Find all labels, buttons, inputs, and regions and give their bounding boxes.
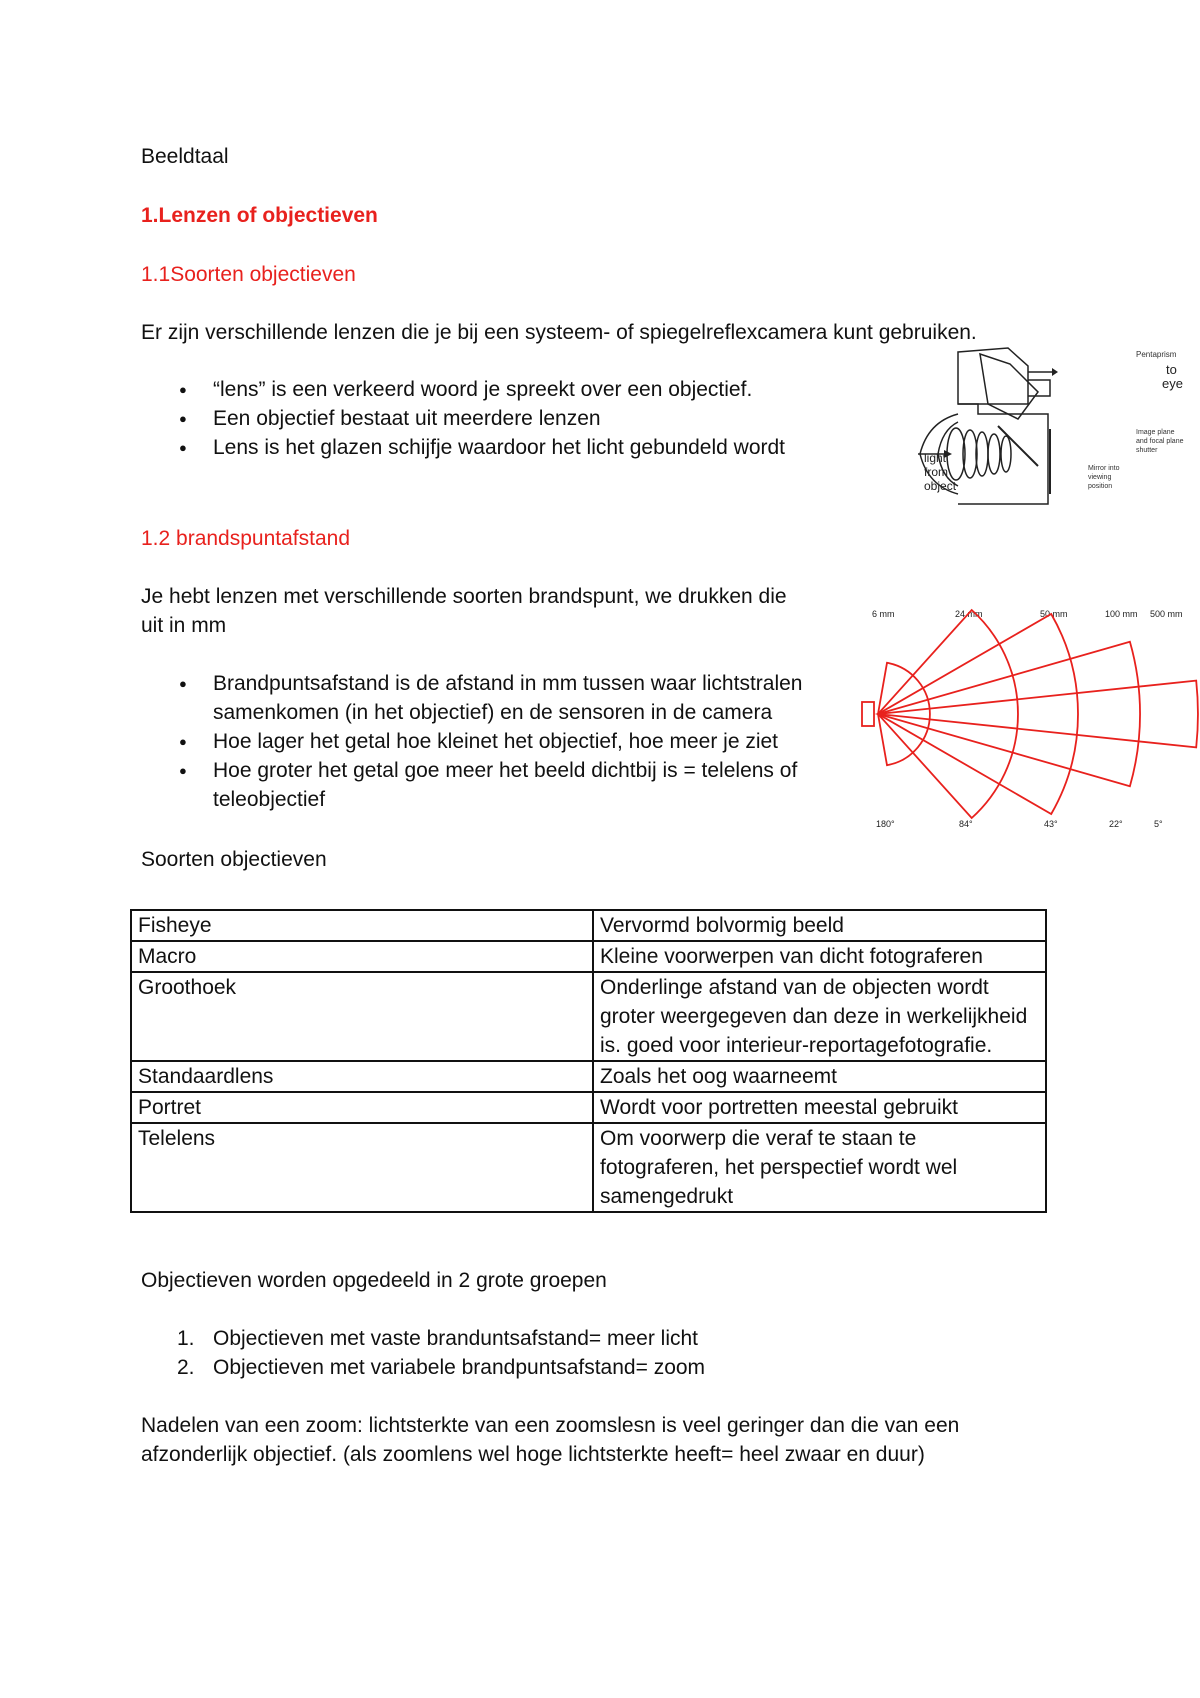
sensor-box <box>862 702 874 726</box>
list-item: ● Hoe lager het getal hoe kleinet het objectief, hoe meer je ziet <box>141 727 841 756</box>
zoom-drawbacks-line1: Nadelen van een zoom: lichtsterkte van een zoomslesn is veel geringer dan die van een <box>141 1414 960 1437</box>
lens-element <box>988 434 1000 474</box>
table-cell-description: Kleine voorwerpen van dicht fotograferen <box>593 941 1046 972</box>
table-cell-type: Groothoek <box>131 972 593 1061</box>
angle-label: 84° <box>959 819 973 829</box>
focal-length-label: 500 mm <box>1150 609 1183 619</box>
table-cell-type: Macro <box>131 941 593 972</box>
label-mirror-position: position <box>1088 483 1113 490</box>
list-item <box>141 1353 705 1382</box>
reflex-mirror <box>998 426 1038 466</box>
table-row <box>131 1061 1046 1092</box>
table-cell-type: Fisheye <box>131 910 593 941</box>
table-row <box>131 1123 1046 1212</box>
table-cell-type: Telelens <box>131 1123 593 1212</box>
camera-cross-section-figure <box>898 344 1200 524</box>
lens-element <box>1001 436 1011 472</box>
bullet-list-lens <box>141 375 901 462</box>
focal-length-label: 24 mm <box>955 609 983 619</box>
field-of-view-wedge <box>878 610 1018 818</box>
table-cell-description: Zoals het oog waarneemt <box>593 1061 1046 1092</box>
focal-paragraph-line2: uit in mm <box>141 614 227 637</box>
table-row <box>131 1092 1046 1123</box>
label-eye: eye <box>1162 376 1183 391</box>
table-cell-description: Vervormd bolvormig beeld <box>593 910 1046 941</box>
groups-intro: Objectieven worden opgedeeld in 2 grote groepen <box>141 1269 607 1292</box>
list-text: Objectieven met vaste branduntsafstand= meer licht <box>213 1327 699 1350</box>
list-number: 1. <box>177 1327 195 1350</box>
heading-brandpuntafstand: 1.2 brandspuntafstand <box>141 527 350 550</box>
angle-label: 22° <box>1109 819 1123 829</box>
label-object: object <box>924 479 957 493</box>
bullet-list-focal <box>141 669 841 814</box>
list-text: Objectieven met variabele brandpuntsafstand= zoom <box>213 1356 706 1379</box>
field-of-view-wedge <box>878 681 1198 748</box>
label-mirror-viewing: viewing <box>1088 474 1112 481</box>
list-item: ● Brandpuntsafstand is de afstand in mm tussen waar lichtstralen samenkomen (in het objectief) en de sensoren in de camera <box>141 669 841 727</box>
eye-arrow-icon <box>1052 368 1058 376</box>
label-mirror-into: Mirror into <box>1088 465 1120 472</box>
lens-element <box>976 432 988 476</box>
list-number: 2. <box>177 1356 195 1379</box>
table-cell-description: Onderlinge afstand van de objecten wordt groter weergegeven dan deze in werkelijkheid is. goed voor interieur-reportagefotografie. <box>593 972 1046 1061</box>
table-cell-description: Wordt voor portretten meestal gebruikt <box>593 1092 1046 1123</box>
angle-label: 5° <box>1154 819 1163 829</box>
label-to: to <box>1166 362 1177 377</box>
table-row <box>131 941 1046 972</box>
label-image-plane: Image plane <box>1136 429 1175 436</box>
label-shutter: shutter <box>1136 447 1158 454</box>
list-item <box>141 1324 705 1353</box>
table-row <box>131 910 1046 941</box>
focal-length-label: 50 mm <box>1040 609 1068 619</box>
table-cell-type: Portret <box>131 1092 593 1123</box>
label-pentaprism: Pentaprism <box>1136 350 1177 359</box>
focal-length-label: 100 mm <box>1105 609 1138 619</box>
camera-top-housing <box>958 348 1028 404</box>
document-title: Beeldtaal <box>141 145 229 168</box>
label-light: light <box>924 451 947 465</box>
intro-paragraph: Er zijn verschillende lenzen die je bij een systeem- of spiegelreflexcamera kunt gebruiken. <box>141 321 977 344</box>
zoom-drawbacks-line2: afzonderlijk objectief. (als zoomlens wel hoge lichtsterkte heeft= heel zwaar en duur) <box>141 1443 925 1466</box>
list-item: ● Een objectief bestaat uit meerdere lenzen <box>141 404 901 433</box>
camera-body <box>958 404 1048 504</box>
label-focal-plane: and focal plane <box>1136 438 1184 445</box>
table-row <box>131 972 1046 1061</box>
list-item: ● Hoe groter het getal goe meer het beeld dichtbij is = telelens of teleobjectief <box>141 756 841 814</box>
pentaprism-shape <box>980 354 1038 419</box>
angle-label: 180° <box>876 819 895 829</box>
eyepiece <box>1028 380 1050 396</box>
lens-types-table <box>130 909 1047 1213</box>
angle-label: 43° <box>1044 819 1058 829</box>
table-cell-type: Standaardlens <box>131 1061 593 1092</box>
field-of-view-wedge <box>878 614 1078 814</box>
groups-list <box>141 1324 705 1382</box>
focal-length-angle-diagram <box>860 603 1200 833</box>
list-item: ● Lens is het glazen schijfje waardoor het licht gebundeld wordt <box>141 433 901 462</box>
label-from: from <box>924 465 948 479</box>
table-caption: Soorten objectieven <box>141 848 327 871</box>
table-cell-description: Om voorwerp die veraf te staan te fotograferen, het perspectief wordt wel samengedrukt <box>593 1123 1046 1212</box>
heading-lenzen: 1.Lenzen of objectieven <box>141 204 378 227</box>
list-item: ● “lens” is een verkeerd woord je spreekt over een objectief. <box>141 375 901 404</box>
focal-paragraph-line1: Je hebt lenzen met verschillende soorten brandspunt, we drukken die <box>141 585 787 608</box>
focal-length-label: 6 mm <box>872 609 895 619</box>
heading-soorten: 1.1Soorten objectieven <box>141 263 356 286</box>
